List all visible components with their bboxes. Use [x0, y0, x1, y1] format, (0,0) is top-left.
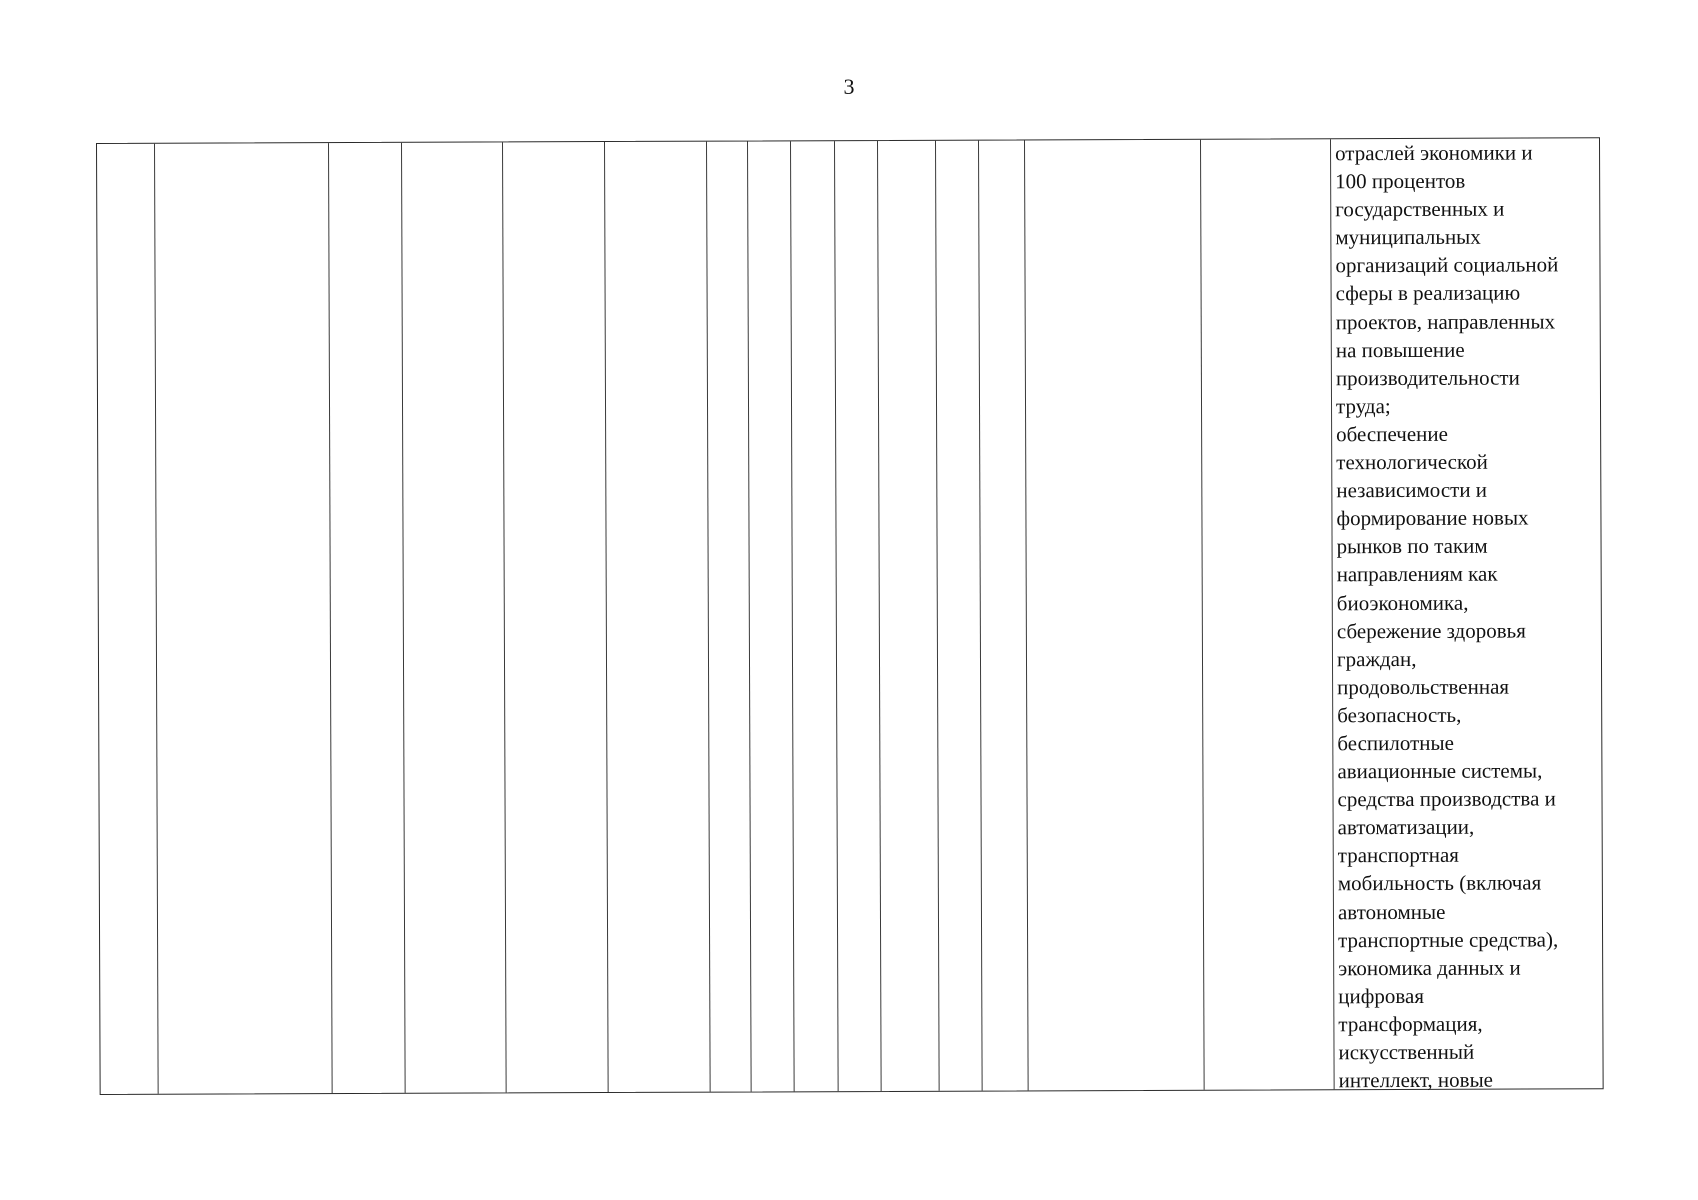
column-divider-6 — [706, 142, 711, 1092]
last-column-cell-text: отраслей экономики и 100 процентов государственных и муниципальных организаций социальной сферы в реализацию проектов, направленных на повышение производительности труда; обеспечение технологической независимости и формирование новых рынков по таким направлениям как биоэкономика, сбережение здоровья граждан, продовольственная безопасность, беспилотные авиационные системы, средства производства и автоматизации, транспортная мобильность (включая автономные транспортные средства), экономика данных и цифровая трансформация, искусственный интеллект, новые — [1335, 140, 1559, 1093]
column-divider-5 — [604, 142, 609, 1092]
column-divider-7 — [747, 141, 752, 1091]
column-divider-9 — [834, 141, 839, 1091]
column-divider-10 — [877, 141, 882, 1091]
column-divider-2 — [328, 143, 333, 1093]
page-number: 3 — [843, 74, 855, 99]
column-divider-12 — [978, 141, 983, 1091]
column-divider-11 — [935, 141, 940, 1091]
column-divider-4 — [502, 142, 507, 1092]
column-divider-1 — [154, 144, 159, 1094]
document-table — [96, 137, 1604, 1095]
column-divider-14 — [1200, 140, 1205, 1090]
column-divider-3 — [401, 143, 406, 1093]
column-divider-8 — [790, 141, 795, 1091]
column-divider-13 — [1024, 140, 1029, 1090]
